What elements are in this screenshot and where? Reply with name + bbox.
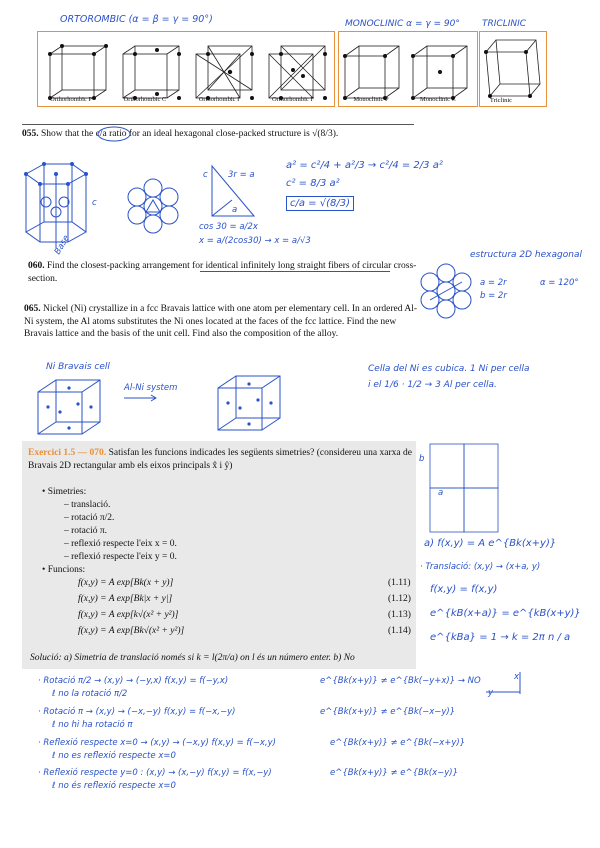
angle-eq-060: α = 120° — [540, 278, 579, 288]
eqnum-1-14: (1.14) — [388, 626, 411, 636]
eqnum-1-11: (1.11) — [388, 578, 411, 588]
triangle-a-label: a — [232, 205, 238, 215]
underline-060 — [200, 271, 390, 272]
exercise-15-intro — [28, 447, 416, 472]
axis-y-label: y — [488, 688, 494, 698]
problem-060 — [28, 260, 418, 285]
triclinic-panel — [479, 31, 547, 107]
function-1-14: f(x,y) = A exp[Bk√(x² + y²)] — [78, 626, 185, 636]
estructura-note: estructura 2D hexagonal — [470, 250, 582, 260]
cos-eq: cos 30 = a/2x — [199, 222, 258, 232]
problem-060-text: Find the closest-packing arrangement for identical infinitely long straight fibers of circular cross-section. — [28, 261, 417, 284]
reflection-x-line: · Reflexió respecte x=0 → (x,y) → (−x,y) f(x,y) = f(−x,y) — [38, 738, 276, 748]
ratio-line-3: c/a = √(8/3) — [286, 196, 354, 211]
caption-ortho-p: Orthorhombic P — [49, 96, 93, 103]
reflection-y-exp: e^{Bk(x+y)} ≠ e^{Bk(x−y)} — [330, 768, 458, 778]
note-k-result: e^{kBa} = 1 → k = 2π n / a — [430, 632, 571, 643]
symmetry-1: – rotació π/2. — [64, 513, 115, 523]
orthorhombic-note: ORTOROMBIC (α = β = γ = 90°) — [60, 14, 213, 25]
reflection-y-sub: ℓ no és reflexió respecte x=0 — [52, 781, 176, 791]
reflection-y-line: · Reflexió respecte y=0 : (x,y) → (x,−y) f(x,y) = f(x,−y) — [38, 768, 272, 778]
symmetry-0: – translació. — [64, 500, 111, 510]
hcp-prism-sketch — [16, 152, 96, 258]
monoclinic-note: MONOCLINIC α = γ = 90° — [345, 19, 460, 29]
caption-mono-c: Monoclinic C — [420, 96, 456, 103]
symmetry-4: – reflexió respecte l'eix y = 0. — [64, 552, 177, 562]
alni-cube-sketch — [214, 372, 290, 436]
problem-065-number: 065. — [24, 304, 41, 314]
close-packed-circles-sketch — [122, 176, 184, 236]
problem-065 — [24, 303, 420, 341]
arrow-al-ni — [124, 394, 160, 402]
note-exp-equal: e^{kB(x+a)} = e^{kB(x+y)} — [430, 608, 581, 619]
note-a-function: a) f(x,y) = A e^{Bk(x+y)} — [424, 538, 557, 549]
triclinic-note: TRICLINIC — [482, 19, 527, 29]
rotation-pi-sub: ℓ no hi ha rotació π — [52, 720, 133, 730]
problem-065-text: Nickel (Ni) crystallize in a fcc Bravais lattice with one atom per elementary cell. In an ordered Al-Ni system, the Al atoms substitutes the Ni ones located at the faces of the fcc lattice. Find the new Bravais lattice and the basis of the unit cell. Find also the composition of the alloy. — [24, 304, 418, 339]
triangle-sketch — [200, 158, 260, 228]
rotation-pi2-exp: e^{Bk(x+y)} ≠ e^{Bk(−y+x)} → NO — [320, 676, 481, 686]
function-1-11: f(x,y) = A exp[Bk(x + y)] — [78, 578, 174, 588]
caption-ortho-c: Orthorhombic C — [123, 96, 167, 103]
symmetry-3: – reflexió respecte l'eix x = 0. — [64, 539, 177, 549]
caption-ortho-f: Orthorhombic F — [271, 96, 315, 103]
ratio-line-2: c² = 8/3 a² — [286, 178, 340, 189]
hex-c-label: c — [92, 198, 97, 208]
reflection-x-sub: ℓ no es reflexió respecte x=0 — [52, 751, 176, 761]
a-eq-060: a = 2r — [480, 278, 507, 288]
rotation-pi2-sub: ℓ no la rotació π/2 — [52, 689, 128, 699]
divider-055 — [22, 124, 414, 125]
c-over-a-circle — [96, 126, 132, 142]
triclinic-cell-drawing — [480, 32, 546, 106]
symmetry-2: – rotació π. — [64, 526, 108, 536]
ni-cell-note-2: i el 1/6 · 1/2 → 3 Al per cella. — [368, 380, 497, 390]
problem-055-number: 055. — [22, 129, 39, 139]
exercise-15-text: Satisfan les funcions indicades les següents simetries? (considereu una xarxa de Bravais 2D rectangular amb els eixos principals x̂ i ŷ) — [28, 448, 412, 471]
triangle-c-label: c — [203, 170, 208, 180]
eqnum-1-13: (1.13) — [388, 610, 411, 620]
functions-label: • Funcions: — [42, 565, 86, 575]
monoclinic-cells-drawing — [339, 32, 477, 106]
problem-060-number: 060. — [28, 261, 45, 271]
orthorhombic-cells-drawing — [38, 32, 334, 106]
exercise-15-solution: Solució: a) Simetria de translació només si k = l(2π/a) on l és un número enter. b) No — [30, 653, 355, 663]
ni-bravais-label: Ni Bravais cell — [46, 362, 110, 372]
ratio-line-1: a² = c²/4 + a²/3 → c²/4 = 2/3 a² — [286, 160, 443, 171]
al-ni-label: Al-Ni system — [124, 383, 178, 393]
symmetries-label: • Simetries: — [42, 487, 87, 497]
problem-055-text: Show that the c/a ratio for an ideal hexagonal close-packed structure is √(8/3). — [41, 129, 339, 139]
x-eq: x = a/(2cos30) → x = a/√3 — [199, 236, 311, 246]
function-1-12: f(x,y) = A exp[Bk|x + y|] — [78, 594, 173, 604]
axes-sketch — [476, 668, 530, 698]
reflection-x-exp: e^{Bk(x+y)} ≠ e^{Bk(−x+y)} — [330, 738, 466, 748]
b-eq-060: b = 2r — [480, 291, 507, 301]
note-translation: · Translació: (x,y) → (x+a, y) — [420, 562, 541, 572]
rotation-pi-line: · Rotació π → (x,y) → (−x,−y) f(x,y) = f(−x,−y) — [38, 707, 236, 717]
eqnum-1-12: (1.12) — [388, 594, 411, 604]
rotation-pi-exp: e^{Bk(x+y)} ≠ e^{Bk(−x−y)} — [320, 707, 456, 717]
note-f-equal: f(x,y) = f(x,y) — [430, 584, 498, 595]
rotation-pi2-line: · Rotació π/2 → (x,y) → (−y,x) f(x,y) = f(−y,x) — [38, 676, 229, 686]
function-1-13: f(x,y) = A exp[k√(x² + y²)] — [78, 610, 179, 620]
problem-055 — [22, 128, 422, 141]
grid-a-label: a — [438, 488, 444, 498]
triangle-eq: 3r = a — [228, 170, 255, 180]
caption-triclinic: Triclinic — [489, 97, 513, 104]
ni-fcc-cube-sketch — [34, 376, 110, 440]
base-label: Base — [52, 233, 72, 257]
caption-mono-p: Monoclinic P — [353, 96, 389, 103]
fiber-packing-sketch — [418, 262, 474, 320]
axis-x-label: x — [514, 672, 520, 682]
ni-cell-note-1: Cella del Ni es cubica. 1 Ni per cella — [368, 364, 530, 374]
exercise-15-title: Exercici 1.5 — 070. — [28, 448, 107, 458]
caption-ortho-i: Orthorhombic I — [198, 96, 240, 103]
grid-b-label: b — [419, 454, 425, 464]
